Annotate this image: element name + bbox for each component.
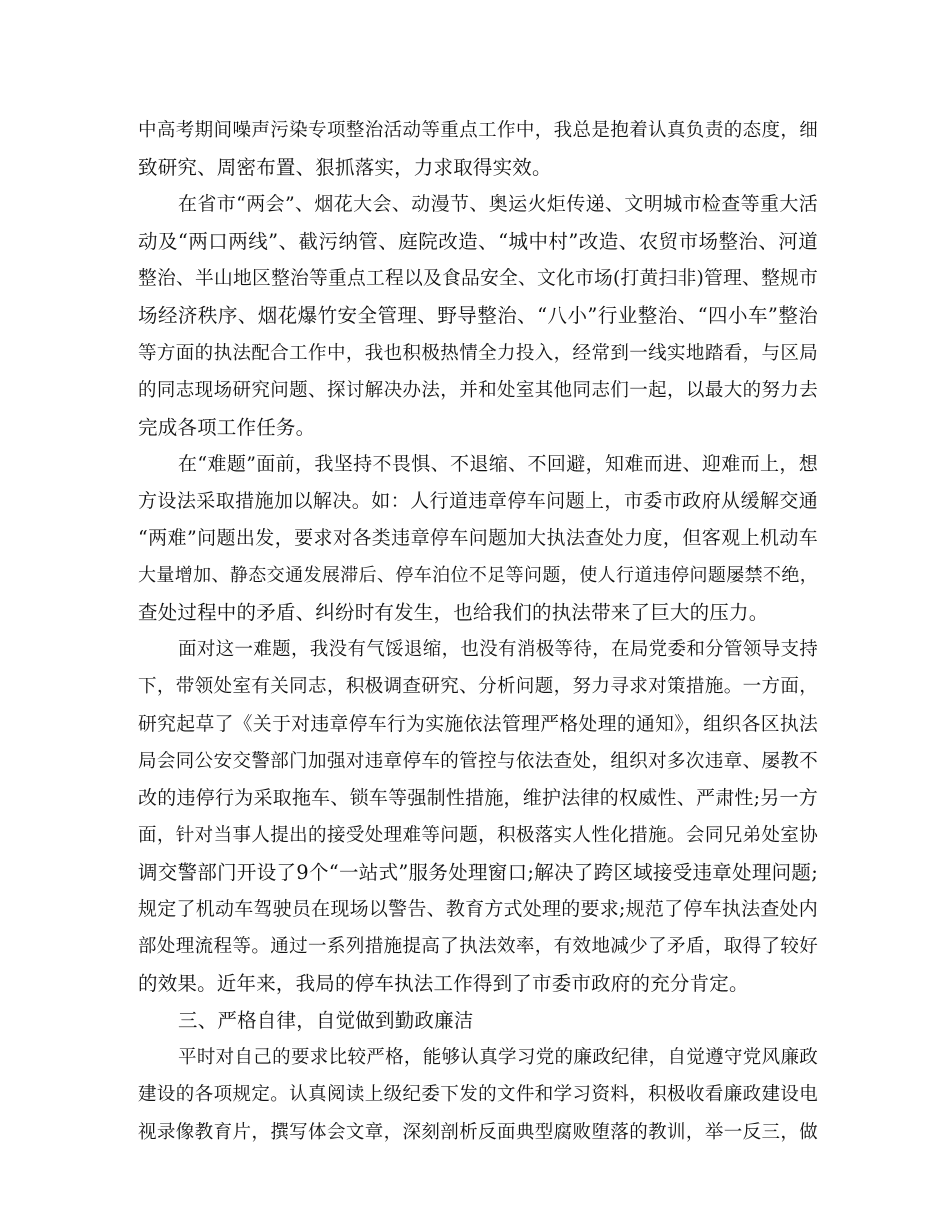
text-line: 等方面的执法配合工作中，我也积极热情全力投入，经常到一线实地踏看，与区局 xyxy=(138,342,818,364)
text-line: 查处过程中的矛盾、纠纷时有发生，也给我们的执法带来了巨大的压力。 xyxy=(138,601,769,625)
text-line: 改的违停行为采取拖车、锁车等强制性措施，维护法律的权威性、严肃性;另一方 xyxy=(138,786,818,809)
text-line: 方设法采取措施加以解决。如：人行道违章停车问题上，市委市政府从缓解交通 xyxy=(138,489,818,512)
text-line: 建设的各项规定。认真阅读上级纪委下发的文件和学习资料，积极收看廉政建设电 xyxy=(138,1084,818,1106)
text-line: 中高考期间噪声污染专项整治活动等重点工作中，我总是抱着认真负责的态度，细 xyxy=(138,120,818,141)
text-line: 动及“两口两线”、截污纳管、庭院改造、“城中村”改造、农贸市场整治、河道 xyxy=(138,230,818,254)
text-line: 下，带领处室有关同志，积极调查研究、分析问题，努力寻求对策措施。一方面， xyxy=(138,676,818,698)
text-line: 的同志现场研究问题、探讨解决办法，并和处室其他同志们一起，以最大的努力去 xyxy=(138,379,818,401)
text-line: 致研究、周密布置、狠抓落实，力求取得实效。 xyxy=(138,156,552,180)
text-line: “两难”问题出发，要求对各类违章停车问题加大执法查处力度，但客观上机动车 xyxy=(138,527,818,550)
text-line: 面，针对当事人提出的接受处理难等问题，积极落实人性化措施。会同兄弟处室协 xyxy=(138,824,818,846)
text-line: 大量增加、静态交通发展滞后、停车泊位不足等问题，使人行道违停问题屡禁不绝， xyxy=(138,565,818,587)
text-line: 局会同公安交警部门加强对违章停车的管控与依法查处，组织对多次违章、屡教不 xyxy=(138,750,818,772)
text-line: 规定了机动车驾驶员在现场以警告、教育方式处理的要求;规范了停车执法查处内 xyxy=(138,897,818,920)
text-line: 部处理流程等。通过一系列措施提高了执法效率，有效地减少了矛盾，取得了较好 xyxy=(138,936,818,958)
text-line: 视录像教育片，撰写体会文章，深刻剖析反面典型腐败堕落的教训，举一反三，做 xyxy=(138,1121,818,1143)
paragraph-start-line: 平时对自己的要求比较严格，能够认真学习党的廉政纪律，自觉遵守党风廉政 xyxy=(178,1047,818,1069)
text-line: 完成各项工作任务。 xyxy=(138,415,316,439)
paragraph-start-line: 在“难题”面前，我坚持不畏惧、不退缩、不回避，知难而进、迎难而上，想 xyxy=(178,452,818,475)
section-heading: 三、严格自律，自觉做到勤政廉洁 xyxy=(178,1009,474,1033)
text-line: 调交警部门开设了9个“一站式”服务处理窗口;解决了跨区域接受违章处理问题; xyxy=(138,860,818,884)
text-line: 场经济秩序、烟花爆竹安全管理、野导整治、“八小”行业整治、“四小车”整治 xyxy=(138,304,818,328)
paragraph-start-line: 在省市“两会”、烟花大会、动漫节、奥运火炬传递、文明城市检查等重大活 xyxy=(178,193,818,216)
text-line: 整治、半山地区整治等重点工程以及食品安全、文化市场(打黄扫非)管理、整规市 xyxy=(138,268,818,290)
document-body xyxy=(138,112,818,1151)
paragraph-start-line: 面对这一难题，我没有气馁退缩，也没有消极等待，在局党委和分管领导支持 xyxy=(178,639,818,661)
text-line: 的效果。近年来，我局的停车执法工作得到了市委市政府的充分肯定。 xyxy=(138,972,749,996)
text-line: 研究起草了《关于对违章停车行为实施依法管理严格处理的通知》，组织各区执法 xyxy=(138,713,818,735)
